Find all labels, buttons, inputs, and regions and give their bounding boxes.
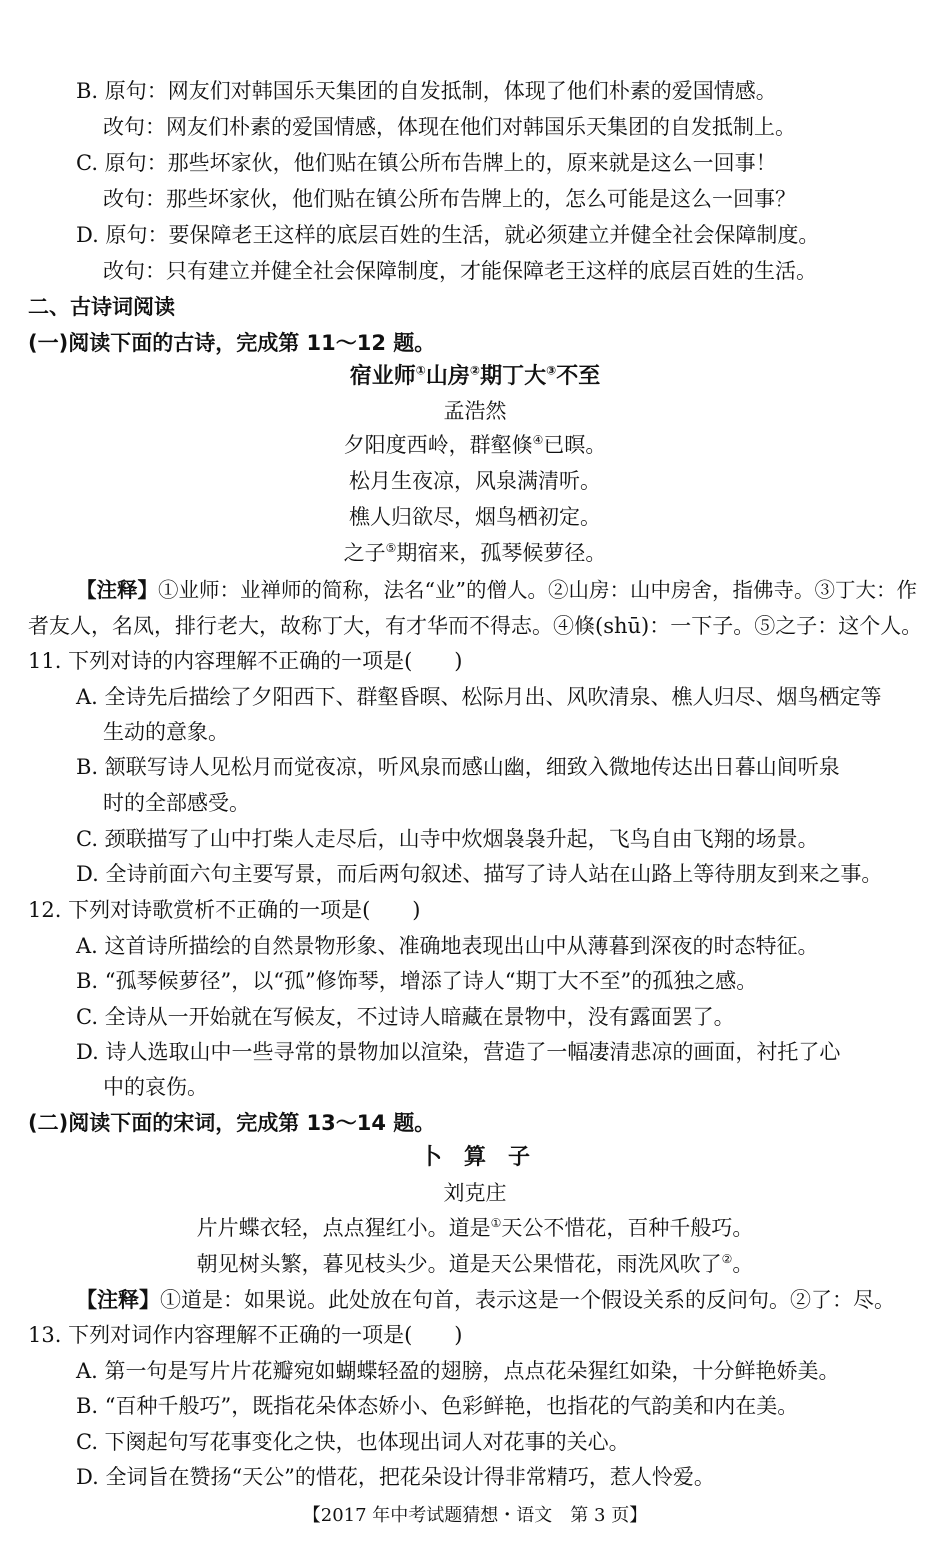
q13-option-b: B. “百种千般巧”，既指花朵体态娇小、色彩鲜艳，也指花的气韵美和内在美。	[76, 1394, 799, 1418]
poem2-line1: 片片蝶衣轻，点点猩红小。道是①天公不惜花，百种千般巧。	[196, 1216, 754, 1240]
poem1-line3: 樵人归欲尽，烟鸟栖初定。	[349, 505, 601, 529]
q11-option-d: D. 全诗前面六句主要写景，而后两句叙述、描写了诗人站在山路上等待朋友到来之事。	[76, 862, 883, 886]
q10-option-d-revised: 改句：只有建立并健全社会保障制度，才能保障老王这样的底层百姓的生活。	[103, 259, 817, 283]
q12-stem: 12. 下列对诗歌赏析不正确的一项是( )	[28, 898, 421, 922]
poem1-title: 宿业师①山房②期丁大③不至	[349, 363, 601, 389]
part1-heading: (一)阅读下面的古诗，完成第 11～12 题。	[28, 331, 436, 355]
q12-option-a: A. 这首诗所描绘的自然景物形象、准确地表现出山中从薄暮到深夜的时态特征。	[76, 934, 819, 958]
q11-option-b: B. 颔联写诗人见松月而觉夜凉，听风泉而感山幽，细致入微地传达出日暮山间听泉	[76, 755, 840, 779]
poem1-line1: 夕阳度西岭，群壑倏④已暝。	[343, 433, 607, 457]
section-heading: 二、古诗词阅读	[28, 295, 175, 319]
q10-option-c-original: C. 原句：那些坏家伙，他们贴在镇公所布告牌上的，原来就是这么一回事！	[76, 151, 777, 175]
q12-option-d: D. 诗人选取山中一些寻常的景物加以渲染，营造了一幅凄清悲凉的画面，衬托了心	[76, 1040, 841, 1064]
q10-option-d-original: D. 原句：要保障老王这样的底层百姓的生活，就必须建立并健全社会保障制度。	[76, 223, 820, 247]
q12-option-c: C. 全诗从一开始就在写候友，不过诗人暗藏在景物中，没有露面罢了。	[76, 1005, 735, 1029]
q12-option-b: B. “孤琴候萝径”，以“孤”修饰琴，增添了诗人“期丁大不至”的孤独之感。	[76, 969, 758, 993]
poem2-note: 【注释】①道是：如果说。此处放在句首，表示这是一个假设关系的反问句。②了：尽。	[76, 1288, 895, 1312]
poem2-title: 卜 算 子	[419, 1145, 530, 1170]
poem1-note-line2: 者友人，名凤，排行老大，故称丁大，有才华而不得志。④倏(shū)：一下子。⑤之子：这个人。	[28, 614, 923, 638]
poem2-author: 刘克庄	[443, 1181, 507, 1205]
q11-option-a: A. 全诗先后描绘了夕阳西下、群壑昏暝、松际月出、风吹清泉、樵人归尽、烟鸟栖定等	[76, 685, 882, 709]
q12-option-d-cont: 中的哀伤。	[103, 1075, 208, 1099]
q13-option-d: D. 全词旨在赞扬“天公”的惜花，把花朵设计得非常精巧，惹人怜爱。	[76, 1465, 715, 1489]
q10-option-c-revised: 改句：那些坏家伙，他们贴在镇公所布告牌上的，怎么可能是这么一回事？	[103, 187, 796, 211]
q13-option-a: A. 第一句是写片片花瓣宛如蝴蝶轻盈的翅膀，点点花朵猩红如染，十分鲜艳娇美。	[76, 1359, 840, 1383]
q11-option-a-cont: 生动的意象。	[103, 720, 229, 744]
poem2-line2: 朝见树头繁，暮见枝头少。道是天公果惜花，雨洗风吹了②。	[196, 1252, 754, 1276]
q13-option-c: C. 下阕起句写花事变化之快，也体现出词人对花事的关心。	[76, 1430, 630, 1454]
q10-option-b-original: B. 原句：网友们对韩国乐天集团的自发抵制，体现了他们朴素的爱国情感。	[76, 79, 777, 103]
q10-option-b-revised: 改句：网友们朴素的爱国情感，体现在他们对韩国乐天集团的自发抵制上。	[103, 115, 796, 139]
poem1-note-line1: 【注释】①业师：业禅师的简称，法名“业”的僧人。②山房：山中房舍，指佛寺。③丁大：作	[76, 578, 917, 602]
poem1-line4: 之子⑤期宿来，孤琴候萝径。	[343, 541, 607, 565]
q11-option-c: C. 颈联描写了山中打柴人走尽后，山寺中炊烟袅袅升起，飞鸟自由飞翔的场景。	[76, 827, 819, 851]
q11-stem: 11. 下列对诗的内容理解不正确的一项是( )	[28, 649, 463, 673]
q13-stem: 13. 下列对词作内容理解不正确的一项是( )	[28, 1323, 463, 1347]
q11-option-b-cont: 时的全部感受。	[103, 791, 250, 815]
poem1-author: 孟浩然	[443, 399, 507, 423]
part2-heading: (二)阅读下面的宋词，完成第 13～14 题。	[28, 1111, 436, 1135]
page-footer: 【2017 年中考试题猜想・语文 第 3 页】	[302, 1505, 648, 1526]
poem1-line2: 松月生夜凉，风泉满清听。	[349, 469, 601, 493]
